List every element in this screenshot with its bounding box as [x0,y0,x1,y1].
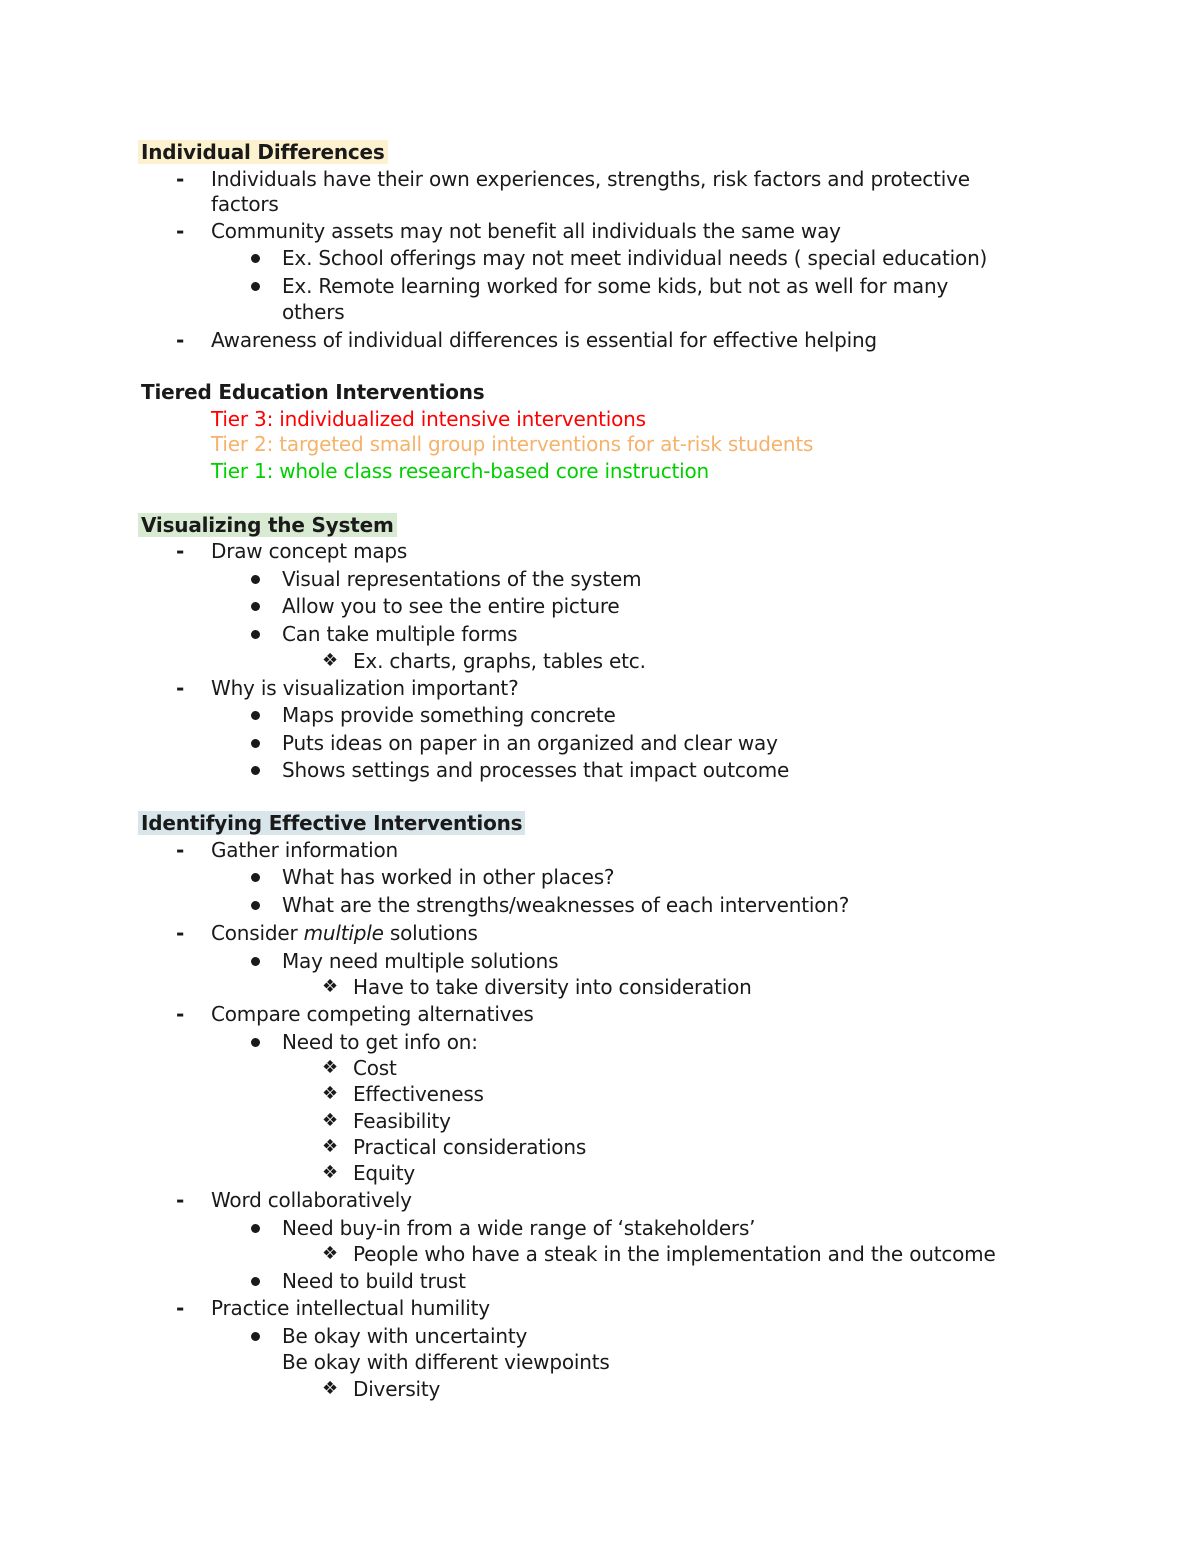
dash-bullet: - [175,1188,185,1212]
heading-individual-differences: Individual Differences [138,140,388,164]
list-item: Need to build trust [282,1269,466,1293]
diamond-bullet-icon: ❖ [322,1110,338,1131]
dot-bullet-icon [251,575,260,584]
list-item: What are the strengths/weaknesses of each intervention? [282,893,850,917]
list-item: Awareness of individual differences is essential for effective helping [211,328,877,352]
diamond-bullet-icon: ❖ [322,1162,338,1183]
list-item: Ex. School offerings may not meet individual needs ( special education) [282,246,988,270]
dot-bullet-icon [251,739,260,748]
dash-bullet: - [175,1296,185,1320]
list-item: Can take multiple forms [282,622,518,646]
dash-bullet: - [175,676,185,700]
list-item: Practice intellectual humility [211,1296,490,1320]
diamond-bullet-icon: ❖ [322,1083,338,1104]
list-item: Consider multiple solutions [211,921,478,945]
dot-bullet-icon [251,254,260,263]
list-item-continuation: others [282,300,345,324]
diamond-bullet-icon: ❖ [322,1057,338,1078]
dot-bullet-icon [251,901,260,910]
list-item: Shows settings and processes that impact outcome [282,758,790,782]
list-item: Visual representations of the system [282,567,642,591]
dot-bullet-icon [251,711,260,720]
list-item: Diversity [353,1377,441,1401]
list-item: Why is visualization important? [211,676,519,700]
dot-bullet-icon [251,957,260,966]
list-item: People who have a steak in the implementation and the outcome [353,1242,996,1266]
list-item: Need to get info on: [282,1030,478,1054]
dot-bullet-icon [251,766,260,775]
list-item: Gather information [211,838,398,862]
list-item: Individuals have their own experiences, strengths, risk factors and protective [211,167,970,191]
heading-tiered-interventions: Tiered Education Interventions [141,380,485,404]
list-item: Feasibility [353,1109,451,1133]
tier-2-text: Tier 2: targeted small group interventions for at-risk students [211,432,814,456]
dash-bullet: - [175,921,185,945]
list-item: Cost [353,1056,397,1080]
emphasis-multiple: multiple [303,921,384,945]
dot-bullet-icon [251,1332,260,1341]
list-item: Puts ideas on paper in an organized and clear way [282,731,778,755]
heading-identifying: Identifying Effective Interventions [138,811,525,835]
diamond-bullet-icon: ❖ [322,1378,338,1399]
tier-1-text: Tier 1: whole class research-based core instruction [211,459,710,483]
list-item: Allow you to see the entire picture [282,594,620,618]
dot-bullet-icon [251,282,260,291]
list-item: Community assets may not benefit all individuals the same way [211,219,841,243]
list-item-continuation: factors [211,192,279,216]
list-item-continuation: Be okay with different viewpoints [282,1350,610,1374]
dot-bullet-icon [251,1038,260,1047]
diamond-bullet-icon: ❖ [322,1136,338,1157]
dot-bullet-icon [251,1224,260,1233]
dot-bullet-icon [251,873,260,882]
dash-bullet: - [175,539,185,563]
dash-bullet: - [175,328,185,352]
diamond-bullet-icon: ❖ [322,976,338,997]
diamond-bullet-icon: ❖ [322,1243,338,1264]
list-item: What has worked in other places? [282,865,615,889]
dot-bullet-icon [251,630,260,639]
list-item: Be okay with uncertainty [282,1324,528,1348]
list-item: Have to take diversity into consideration [353,975,752,999]
dash-bullet: - [175,167,185,191]
dash-bullet: - [175,1002,185,1026]
list-item: Practical considerations [353,1135,587,1159]
dot-bullet-icon [251,1277,260,1286]
list-item: Compare competing alternatives [211,1002,534,1026]
list-item: Draw concept maps [211,539,408,563]
list-item: Ex. charts, graphs, tables etc. [353,649,646,673]
list-item: Maps provide something concrete [282,703,616,727]
list-item: Effectiveness [353,1082,484,1106]
dot-bullet-icon [251,602,260,611]
heading-visualizing: Visualizing the System [138,513,397,537]
diamond-bullet-icon: ❖ [322,650,338,671]
list-item: Ex. Remote learning worked for some kids, but not as well for many [282,274,949,298]
dash-bullet: - [175,838,185,862]
list-item: Equity [353,1161,416,1185]
dash-bullet: - [175,219,185,243]
list-item: Need buy-in from a wide range of ‘stakeholders’ [282,1216,756,1240]
list-item: May need multiple solutions [282,949,559,973]
list-item: Word collaboratively [211,1188,412,1212]
tier-3-text: Tier 3: individualized intensive interventions [211,407,646,431]
